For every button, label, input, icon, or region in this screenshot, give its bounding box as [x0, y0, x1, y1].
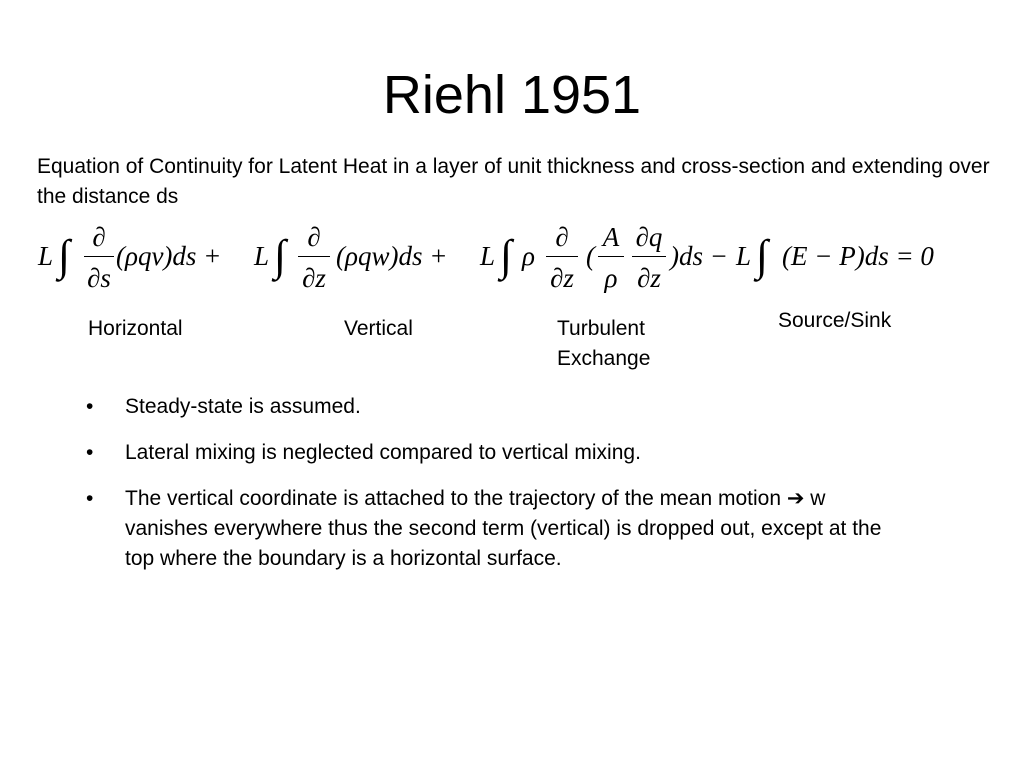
label-horizontal: Horizontal	[88, 317, 183, 340]
bullet-item: • Lateral mixing is neglected compared to vertical mixing.	[125, 438, 905, 468]
fraction-d-ds	[84, 218, 114, 297]
intro-text: Equation of Continuity for Latent Heat in a layer of unit thickness and cross-section and extending over the distance ds	[37, 155, 990, 208]
fraction-numerator: ∂q	[632, 218, 666, 257]
eq-L-2: L	[254, 241, 270, 271]
fraction-denominator: ∂z	[637, 263, 661, 293]
eq-term-turbulent: )ds −	[670, 241, 728, 271]
slide-title: Riehl 1951	[382, 65, 642, 125]
fraction-denominator: ρ	[604, 263, 618, 293]
fraction-numerator: ∂	[298, 218, 330, 257]
eq-rho: ρ	[522, 241, 535, 271]
fraction-numerator: A	[598, 218, 624, 257]
eq-term-horizontal: (ρqv)ds +	[116, 241, 222, 271]
integral-sign-1: ∫	[58, 231, 71, 280]
label-vertical: Vertical	[344, 317, 413, 340]
fraction-denominator: ∂z	[550, 263, 574, 293]
bullet-list	[125, 392, 905, 590]
eq-L-4: L	[736, 241, 752, 271]
fraction-A-rho	[598, 218, 624, 297]
continuity-equation	[38, 218, 978, 304]
eq-term-source-sink: (E − P)ds = 0	[782, 241, 934, 271]
fraction-denominator: ∂z	[302, 263, 326, 293]
label-source-sink: Source/Sink	[778, 309, 892, 332]
integral-sign-4: ∫	[756, 231, 769, 280]
bullet-item: • Steady-state is assumed.	[125, 392, 905, 422]
integral-sign-3: ∫	[500, 231, 513, 280]
eq-term-vertical: (ρqw)ds +	[336, 241, 448, 271]
label-turbulent-exchange: Turbulent Exchange	[557, 317, 651, 370]
eq-L-1: L	[38, 241, 54, 271]
eq-L-3: L	[480, 241, 496, 271]
fraction-d-dz-1	[298, 218, 330, 297]
bullet-item: • The vertical coordinate is attached to the trajectory of the mean motion ➔ w vanishes everywhere thus the second term (vertical) is dropped out, except at the top where the boundary is a horizontal surface.	[125, 484, 905, 574]
eq-open-paren: (	[586, 241, 595, 271]
integral-sign-2: ∫	[274, 231, 287, 280]
fraction-numerator: ∂	[84, 218, 114, 257]
fraction-d-dz-2	[546, 218, 578, 297]
fraction-numerator: ∂	[546, 218, 578, 257]
fraction-denominator: ∂s	[87, 263, 111, 293]
fraction-dq-dz	[632, 218, 666, 297]
